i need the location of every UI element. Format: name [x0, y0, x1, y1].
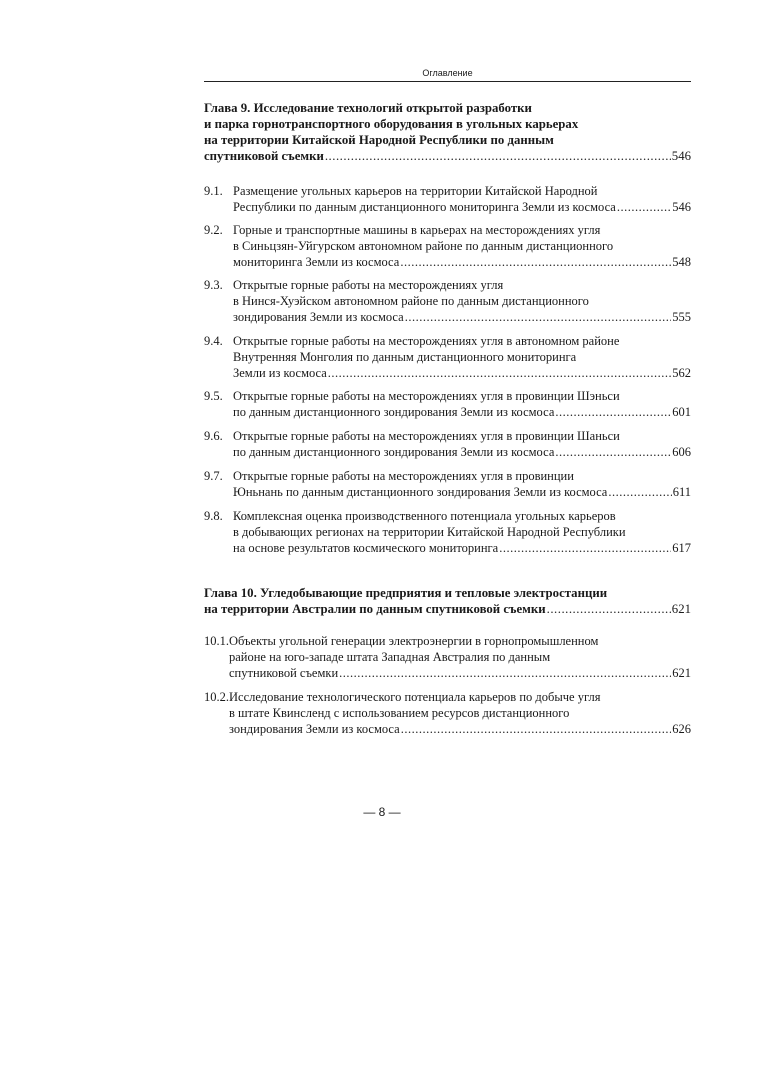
page-number: 621 [671, 602, 691, 616]
entry-line: Открытые горные работы на месторождениях угля в провинции Шэньси [233, 389, 620, 403]
section-number: 9.7. [204, 469, 223, 483]
chapter-title-line: Глава 9. Исследование технологий открытой разработки [204, 101, 532, 115]
entry-line: по данным дистанционного зондирования Земли из космоса [233, 405, 555, 419]
page-number: 546 [671, 149, 691, 163]
entry-line: Комплексная оценка производственного потенциала угольных карьеров [233, 509, 616, 523]
page-number: 546 [672, 200, 691, 214]
section-number: 9.2. [204, 223, 223, 237]
page-folio: — 8 — [363, 805, 401, 819]
toc-entry-9-1[interactable] [204, 183, 691, 215]
entry-line: Открытые горные работы на месторождениях угля в провинции Шаньси [233, 429, 620, 443]
page-number: 621 [672, 666, 691, 680]
dot-leader [400, 254, 671, 270]
entry-line: спутниковой съемки [229, 666, 339, 680]
section-number: 10.1. [204, 634, 229, 648]
dot-leader [547, 601, 671, 617]
chapter-9-heading[interactable] [204, 100, 691, 164]
page-number: 601 [672, 405, 691, 419]
chapter-title-line: спутниковой съемки [204, 149, 324, 163]
chapter-title-line: и парка горнотранспортного оборудования в угольных карьерах [204, 117, 579, 131]
entry-line: в Нинся-Хуэйском автономном районе по данным дистанционного [233, 294, 589, 308]
page-number: 626 [672, 722, 691, 736]
page-number: 548 [672, 255, 691, 269]
entry-line: в добывающих регионах на территории Китайской Народной Республики [233, 525, 626, 539]
entry-line: Внутренняя Монголия по данным дистанционного мониторинга [233, 350, 577, 364]
entry-line: Исследование технологического потенциала карьеров по добыче угля [229, 690, 601, 704]
section-number: 9.8. [204, 509, 223, 523]
dot-leader [555, 404, 671, 420]
chapter-title-line: на территории Китайской Народной Республики по данным [204, 133, 554, 147]
entry-line: Открытые горные работы на месторождениях угля в автономном районе [233, 334, 620, 348]
chapter-10-heading[interactable] [204, 585, 691, 617]
entry-line: районе на юго-западе штата Западная Австралия по данным [229, 650, 551, 664]
chapter-title-line: на территории Австралии по данным спутниковой съемки [204, 602, 546, 616]
entry-line: на основе результатов космического мониторинга [233, 541, 499, 555]
entry-line: мониторинга Земли из космоса [233, 255, 400, 269]
page-number: 555 [672, 310, 691, 324]
section-number: 9.6. [204, 429, 223, 443]
section-number: 9.5. [204, 389, 223, 403]
dot-leader [328, 365, 671, 381]
entry-line: Республики по данным дистанционного мониторинга Земли из космоса [233, 200, 616, 214]
section-number: 9.1. [204, 184, 223, 198]
section-number: 10.2. [204, 690, 229, 704]
entry-line: в Синьцзян-Уйгурском автономном районе по данным дистанционного [233, 239, 614, 253]
toc-entry-9-3[interactable] [204, 277, 691, 325]
entry-line: по данным дистанционного зондирования Земли из космоса [233, 445, 555, 459]
dot-leader [608, 484, 671, 500]
toc-entry-9-8[interactable] [204, 508, 691, 556]
dot-leader [405, 309, 672, 325]
toc-entry-10-2[interactable] [204, 689, 691, 737]
toc-entry-9-4[interactable] [204, 333, 691, 381]
entry-line: Открытые горные работы на месторождениях угля в провинции [233, 469, 574, 483]
entry-line: Размещение угольных карьеров на территории Китайской Народной [233, 184, 598, 198]
dot-leader [555, 444, 671, 460]
entry-line: в штате Квинсленд с использованием ресурсов дистанционного [229, 706, 570, 720]
page-number: 606 [672, 445, 691, 459]
running-head: Оглавление [204, 68, 691, 82]
entry-line: Юньнань по данным дистанционного зондирования Земли из космоса [233, 485, 608, 499]
entry-line: Земли из космоса [233, 366, 327, 380]
dot-leader [499, 540, 671, 556]
toc-entry-9-7[interactable] [204, 468, 691, 500]
toc-entry-9-6[interactable] [204, 428, 691, 460]
toc-entry-9-2[interactable] [204, 222, 691, 270]
page-number: 611 [672, 485, 691, 499]
entry-line: Открытые горные работы на месторождениях угля [233, 278, 504, 292]
section-number: 9.3. [204, 278, 223, 292]
toc-entry-9-5[interactable] [204, 388, 691, 420]
section-number: 9.4. [204, 334, 223, 348]
dot-leader [325, 148, 671, 164]
entry-line: зондирования Земли из космоса [233, 310, 404, 324]
dot-leader [401, 721, 672, 737]
entry-line: Горные и транспортные машины в карьерах на месторождениях угля [233, 223, 601, 237]
page-number: 617 [672, 541, 691, 555]
entry-line: Объекты угольной генерации электроэнергии в горнопромышленном [229, 634, 599, 648]
chapter-title-line: Глава 10. Угледобывающие предприятия и тепловые электростанции [204, 586, 608, 600]
dot-leader [617, 199, 671, 215]
entry-line: зондирования Земли из космоса [229, 722, 400, 736]
toc-entry-10-1[interactable] [204, 633, 691, 681]
dot-leader [339, 665, 671, 681]
page-number: 562 [672, 366, 691, 380]
